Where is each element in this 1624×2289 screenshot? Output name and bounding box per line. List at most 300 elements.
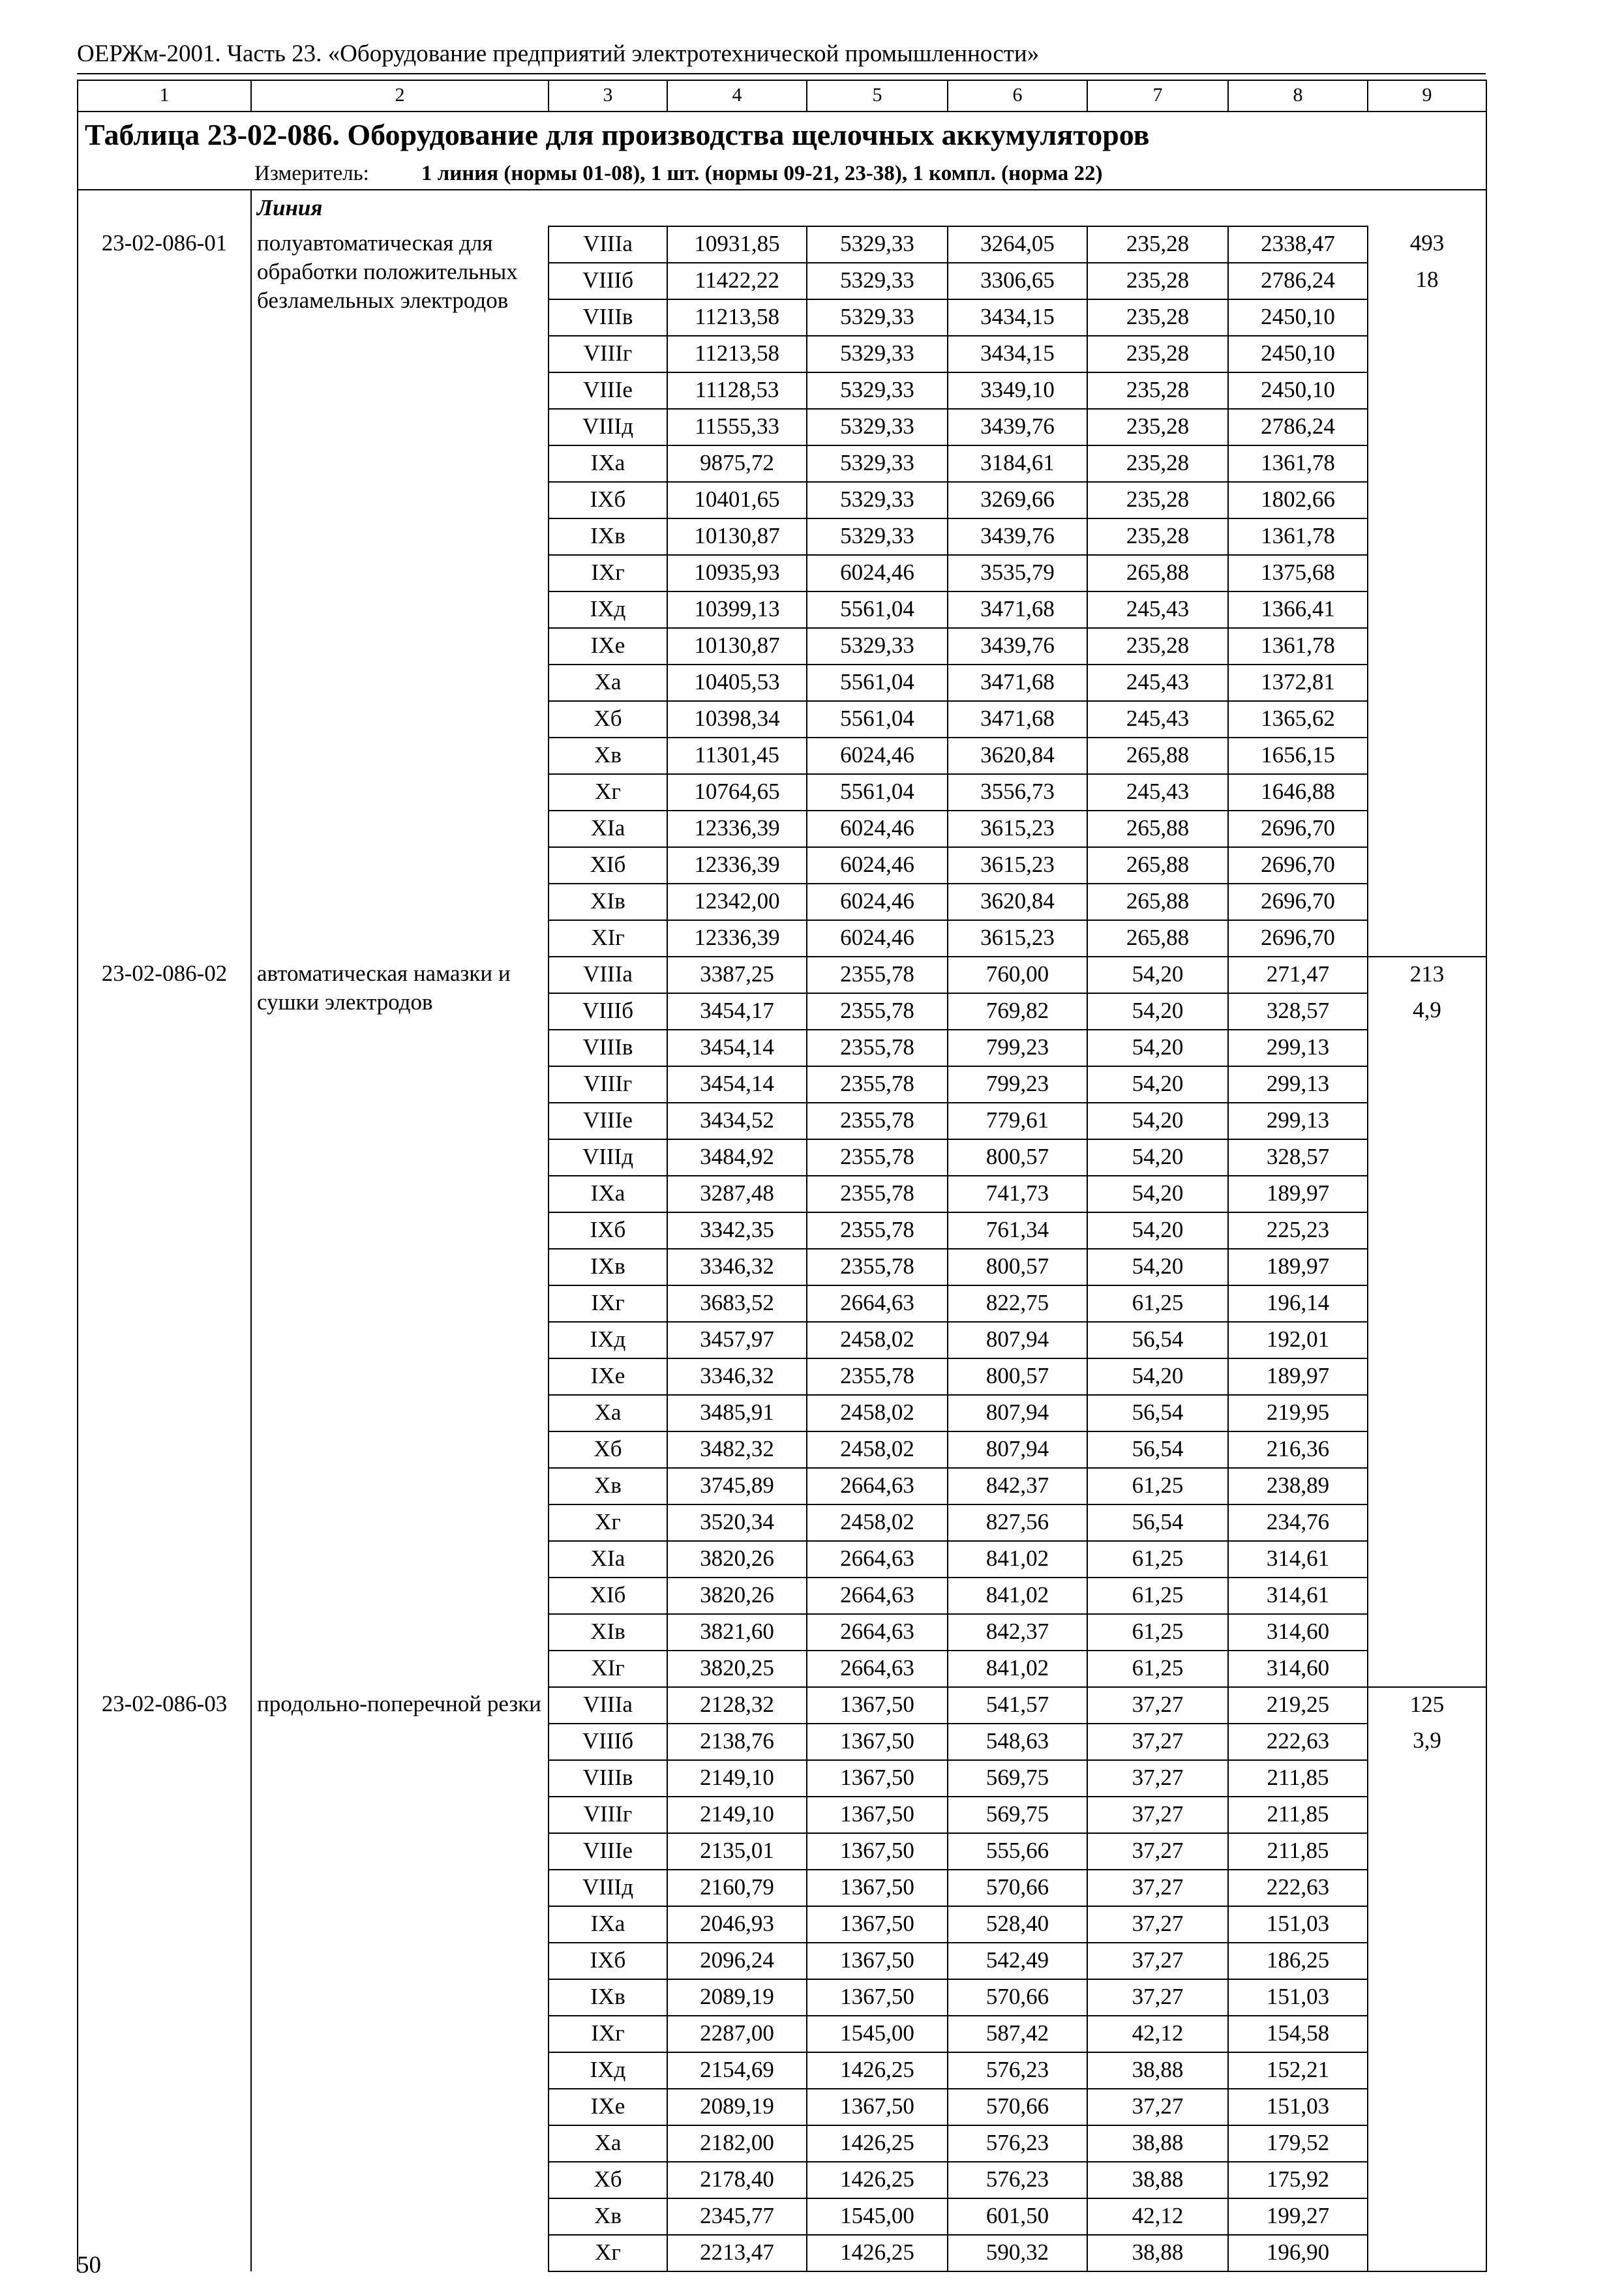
total-cost-cell: 3346,32 bbox=[667, 1249, 807, 1285]
labor-cell bbox=[1368, 1212, 1486, 1249]
total-cost-cell: 10405,53 bbox=[667, 665, 807, 701]
total-cost-cell: 2128,32 bbox=[667, 1687, 807, 1724]
labor-cell bbox=[1368, 1066, 1486, 1103]
machines-cell: 570,66 bbox=[948, 1979, 1087, 2016]
materials-cell: 199,27 bbox=[1228, 2198, 1368, 2235]
materials-cell: 154,58 bbox=[1228, 2016, 1368, 2052]
total-cost-cell: 11555,33 bbox=[667, 409, 807, 445]
labor-cell bbox=[1368, 1030, 1486, 1066]
materials-cell: 2450,10 bbox=[1228, 299, 1368, 336]
driver-wages-cell: 56,54 bbox=[1087, 1504, 1228, 1541]
total-cost-cell: 3457,97 bbox=[667, 1322, 807, 1358]
driver-wages-cell: 38,88 bbox=[1087, 2162, 1228, 2198]
driver-wages-cell: 42,12 bbox=[1087, 2198, 1228, 2235]
wages-cell: 1367,50 bbox=[807, 1797, 948, 1833]
labor-cell bbox=[1368, 1103, 1486, 1139]
wages-cell: 2355,78 bbox=[807, 1249, 948, 1285]
labor-cell bbox=[1368, 2235, 1486, 2271]
labor-cell bbox=[1368, 884, 1486, 920]
total-cost-cell: 3745,89 bbox=[667, 1468, 807, 1504]
materials-cell: 314,60 bbox=[1228, 1614, 1368, 1651]
wages-cell: 5329,33 bbox=[807, 263, 948, 299]
machines-cell: 807,94 bbox=[948, 1431, 1087, 1468]
zone-cell: IXe bbox=[549, 2089, 667, 2125]
driver-wages-cell: 37,27 bbox=[1087, 1943, 1228, 1979]
driver-wages-cell: 37,27 bbox=[1087, 1724, 1228, 1760]
header-rule bbox=[77, 73, 1486, 74]
driver-wages-cell: 61,25 bbox=[1087, 1614, 1228, 1651]
total-cost-cell: 2046,93 bbox=[667, 1906, 807, 1943]
zone-cell: XIa bbox=[549, 811, 667, 847]
zone-cell: Xa bbox=[549, 1395, 667, 1431]
wages-cell: 1367,50 bbox=[807, 1724, 948, 1760]
labor-cell bbox=[1368, 774, 1486, 811]
machines-cell: 542,49 bbox=[948, 1943, 1087, 1979]
labor-cell bbox=[1368, 2016, 1486, 2052]
driver-wages-cell: 37,27 bbox=[1087, 1906, 1228, 1943]
machines-cell: 3439,76 bbox=[948, 518, 1087, 555]
labor-cell bbox=[1368, 847, 1486, 884]
driver-wages-cell: 54,20 bbox=[1087, 1103, 1228, 1139]
title-row bbox=[78, 112, 1486, 158]
total-cost-cell: 10935,93 bbox=[667, 555, 807, 591]
driver-wages-cell: 235,28 bbox=[1087, 409, 1228, 445]
zone-cell: IXa bbox=[549, 1906, 667, 1943]
zone-cell: IXб bbox=[549, 1212, 667, 1249]
total-cost-cell: 3820,25 bbox=[667, 1651, 807, 1687]
zone-cell: IXд bbox=[549, 1322, 667, 1358]
machines-cell: 822,75 bbox=[948, 1285, 1087, 1322]
labor-cell bbox=[1368, 336, 1486, 372]
machines-cell: 799,23 bbox=[948, 1030, 1087, 1066]
wages-cell: 2664,63 bbox=[807, 1651, 948, 1687]
labor-cell: 3,9 bbox=[1368, 1724, 1486, 1760]
machines-cell: 800,57 bbox=[948, 1139, 1087, 1176]
driver-wages-cell: 61,25 bbox=[1087, 1651, 1228, 1687]
wages-cell: 1367,50 bbox=[807, 1687, 948, 1724]
wages-cell: 5329,33 bbox=[807, 226, 948, 263]
table-row bbox=[78, 957, 1486, 993]
total-cost-cell: 10764,65 bbox=[667, 774, 807, 811]
zone-cell: Xб bbox=[549, 1431, 667, 1468]
driver-wages-cell: 54,20 bbox=[1087, 957, 1228, 993]
zone-cell: Xг bbox=[549, 2235, 667, 2271]
driver-wages-cell: 235,28 bbox=[1087, 518, 1228, 555]
machines-cell: 3184,61 bbox=[948, 445, 1087, 482]
zone-cell: Xв bbox=[549, 738, 667, 774]
materials-cell: 1646,88 bbox=[1228, 774, 1368, 811]
total-cost-cell: 2213,47 bbox=[667, 2235, 807, 2271]
machines-cell: 587,42 bbox=[948, 2016, 1087, 2052]
column-number: 3 bbox=[549, 80, 667, 112]
materials-cell: 328,57 bbox=[1228, 993, 1368, 1030]
labor-cell bbox=[1368, 1541, 1486, 1578]
driver-wages-cell: 56,54 bbox=[1087, 1322, 1228, 1358]
total-cost-cell: 3820,26 bbox=[667, 1578, 807, 1614]
machines-cell: 761,34 bbox=[948, 1212, 1087, 1249]
zone-cell: VIIIв bbox=[549, 1760, 667, 1797]
wages-cell: 6024,46 bbox=[807, 884, 948, 920]
labor-cell bbox=[1368, 482, 1486, 518]
labor-cell bbox=[1368, 1285, 1486, 1322]
driver-wages-cell: 245,43 bbox=[1087, 591, 1228, 628]
driver-wages-cell: 61,25 bbox=[1087, 1285, 1228, 1322]
labor-cell bbox=[1368, 591, 1486, 628]
labor-cell bbox=[1368, 2162, 1486, 2198]
running-header: ОЕРЖм-2001. Часть 23. «Оборудование предприятий электротехнической промышленности» bbox=[77, 40, 1040, 67]
driver-wages-cell: 54,20 bbox=[1087, 1030, 1228, 1066]
materials-cell: 196,90 bbox=[1228, 2235, 1368, 2271]
labor-cell bbox=[1368, 1943, 1486, 1979]
table-title: Таблица 23-02-086. Оборудование для производства щелочных аккумуляторов bbox=[78, 112, 1486, 158]
driver-wages-cell: 37,27 bbox=[1087, 1979, 1228, 2016]
wages-cell: 2355,78 bbox=[807, 1139, 948, 1176]
machines-cell: 3471,68 bbox=[948, 591, 1087, 628]
labor-cell: 18 bbox=[1368, 263, 1486, 299]
machines-cell: 555,66 bbox=[948, 1833, 1087, 1870]
labor-cell bbox=[1368, 1468, 1486, 1504]
materials-cell: 314,60 bbox=[1228, 1651, 1368, 1687]
wages-cell: 1426,25 bbox=[807, 2235, 948, 2271]
driver-wages-cell: 37,27 bbox=[1087, 1797, 1228, 1833]
driver-wages-cell: 235,28 bbox=[1087, 372, 1228, 409]
machines-cell: 576,23 bbox=[948, 2125, 1087, 2162]
wages-cell: 5329,33 bbox=[807, 409, 948, 445]
wages-cell: 5561,04 bbox=[807, 701, 948, 738]
machines-cell: 841,02 bbox=[948, 1578, 1087, 1614]
machines-cell: 570,66 bbox=[948, 1870, 1087, 1906]
total-cost-cell: 11301,45 bbox=[667, 738, 807, 774]
wages-cell: 2664,63 bbox=[807, 1285, 948, 1322]
driver-wages-cell: 54,20 bbox=[1087, 993, 1228, 1030]
labor-cell bbox=[1368, 1979, 1486, 2016]
group-blank-cell bbox=[78, 190, 251, 226]
zone-cell: VIIIa bbox=[549, 957, 667, 993]
zone-cell: IXг bbox=[549, 555, 667, 591]
total-cost-cell: 3346,32 bbox=[667, 1358, 807, 1395]
total-cost-cell: 2182,00 bbox=[667, 2125, 807, 2162]
wages-cell: 2664,63 bbox=[807, 1614, 948, 1651]
wages-cell: 1426,25 bbox=[807, 2052, 948, 2089]
zone-cell: Xв bbox=[549, 1468, 667, 1504]
driver-wages-cell: 265,88 bbox=[1087, 847, 1228, 884]
driver-wages-cell: 265,88 bbox=[1087, 920, 1228, 957]
materials-cell: 189,97 bbox=[1228, 1249, 1368, 1285]
total-cost-cell: 3484,92 bbox=[667, 1139, 807, 1176]
meter-label: Измеритель: bbox=[254, 162, 369, 185]
total-cost-cell: 3821,60 bbox=[667, 1614, 807, 1651]
materials-cell: 1361,78 bbox=[1228, 445, 1368, 482]
total-cost-cell: 2089,19 bbox=[667, 1979, 807, 2016]
wages-cell: 5329,33 bbox=[807, 445, 948, 482]
machines-cell: 3439,76 bbox=[948, 409, 1087, 445]
wages-cell: 2664,63 bbox=[807, 1468, 948, 1504]
materials-cell: 152,21 bbox=[1228, 2052, 1368, 2089]
driver-wages-cell: 245,43 bbox=[1087, 665, 1228, 701]
zone-cell: IXв bbox=[549, 518, 667, 555]
wages-cell: 2458,02 bbox=[807, 1395, 948, 1431]
materials-cell: 2786,24 bbox=[1228, 409, 1368, 445]
wages-cell: 1426,25 bbox=[807, 2162, 948, 2198]
wages-cell: 1545,00 bbox=[807, 2016, 948, 2052]
materials-cell: 328,57 bbox=[1228, 1139, 1368, 1176]
labor-cell bbox=[1368, 1431, 1486, 1468]
machines-cell: 3306,65 bbox=[948, 263, 1087, 299]
machines-cell: 841,02 bbox=[948, 1541, 1087, 1578]
total-cost-cell: 12342,00 bbox=[667, 884, 807, 920]
labor-cell bbox=[1368, 1870, 1486, 1906]
wages-cell: 1367,50 bbox=[807, 1943, 948, 1979]
total-cost-cell: 9875,72 bbox=[667, 445, 807, 482]
total-cost-cell: 2138,76 bbox=[667, 1724, 807, 1760]
total-cost-cell: 3342,35 bbox=[667, 1212, 807, 1249]
materials-cell: 179,52 bbox=[1228, 2125, 1368, 2162]
norms-table bbox=[77, 80, 1487, 2272]
machines-cell: 3434,15 bbox=[948, 299, 1087, 336]
materials-cell: 151,03 bbox=[1228, 2089, 1368, 2125]
labor-cell bbox=[1368, 1176, 1486, 1212]
machines-cell: 779,61 bbox=[948, 1103, 1087, 1139]
labor-cell: 4,9 bbox=[1368, 993, 1486, 1030]
wages-cell: 6024,46 bbox=[807, 811, 948, 847]
labor-cell bbox=[1368, 738, 1486, 774]
machines-cell: 570,66 bbox=[948, 2089, 1087, 2125]
materials-cell: 1361,78 bbox=[1228, 628, 1368, 665]
labor-cell bbox=[1368, 920, 1486, 957]
labor-cell bbox=[1368, 445, 1486, 482]
labor-cell bbox=[1368, 555, 1486, 591]
machines-cell: 3471,68 bbox=[948, 665, 1087, 701]
total-cost-cell: 3287,48 bbox=[667, 1176, 807, 1212]
total-cost-cell: 3454,14 bbox=[667, 1066, 807, 1103]
labor-cell bbox=[1368, 1614, 1486, 1651]
norm-code: 23-02-086-03 bbox=[78, 1687, 251, 2271]
table-row bbox=[78, 1687, 1486, 1724]
zone-cell: Xa bbox=[549, 665, 667, 701]
driver-wages-cell: 38,88 bbox=[1087, 2052, 1228, 2089]
driver-wages-cell: 54,20 bbox=[1087, 1358, 1228, 1395]
total-cost-cell: 10398,34 bbox=[667, 701, 807, 738]
column-number: 6 bbox=[948, 80, 1087, 112]
total-cost-cell: 12336,39 bbox=[667, 847, 807, 884]
machines-cell: 3439,76 bbox=[948, 628, 1087, 665]
driver-wages-cell: 42,12 bbox=[1087, 2016, 1228, 2052]
materials-cell: 2450,10 bbox=[1228, 336, 1368, 372]
total-cost-cell: 10130,87 bbox=[667, 518, 807, 555]
zone-cell: VIIIб bbox=[549, 1724, 667, 1760]
labor-cell bbox=[1368, 2052, 1486, 2089]
zone-cell: IXв bbox=[549, 1979, 667, 2016]
zone-cell: IXб bbox=[549, 1943, 667, 1979]
machines-cell: 807,94 bbox=[948, 1322, 1087, 1358]
zone-cell: XIб bbox=[549, 1578, 667, 1614]
wages-cell: 2355,78 bbox=[807, 1358, 948, 1395]
materials-cell: 2338,47 bbox=[1228, 226, 1368, 263]
machines-cell: 3349,10 bbox=[948, 372, 1087, 409]
machines-cell: 842,37 bbox=[948, 1614, 1087, 1651]
wages-cell: 5329,33 bbox=[807, 482, 948, 518]
norm-code: 23-02-086-02 bbox=[78, 957, 251, 1687]
labor-cell bbox=[1368, 1358, 1486, 1395]
total-cost-cell: 3683,52 bbox=[667, 1285, 807, 1322]
driver-wages-cell: 37,27 bbox=[1087, 1870, 1228, 1906]
total-cost-cell: 2178,40 bbox=[667, 2162, 807, 2198]
labor-cell bbox=[1368, 665, 1486, 701]
driver-wages-cell: 265,88 bbox=[1087, 555, 1228, 591]
wages-cell: 2355,78 bbox=[807, 1176, 948, 1212]
total-cost-cell: 2089,19 bbox=[667, 2089, 807, 2125]
labor-cell bbox=[1368, 1651, 1486, 1687]
driver-wages-cell: 235,28 bbox=[1087, 482, 1228, 518]
wages-cell: 2355,78 bbox=[807, 1103, 948, 1139]
driver-wages-cell: 38,88 bbox=[1087, 2235, 1228, 2271]
zone-cell: VIIIe bbox=[549, 372, 667, 409]
wages-cell: 2458,02 bbox=[807, 1504, 948, 1541]
zone-cell: VIIIд bbox=[549, 409, 667, 445]
driver-wages-cell: 245,43 bbox=[1087, 701, 1228, 738]
total-cost-cell: 2149,10 bbox=[667, 1797, 807, 1833]
materials-cell: 151,03 bbox=[1228, 1906, 1368, 1943]
driver-wages-cell: 61,25 bbox=[1087, 1578, 1228, 1614]
total-cost-cell: 3482,32 bbox=[667, 1431, 807, 1468]
wages-cell: 2355,78 bbox=[807, 993, 948, 1030]
labor-cell bbox=[1368, 2125, 1486, 2162]
total-cost-cell: 12336,39 bbox=[667, 811, 807, 847]
total-cost-cell: 11213,58 bbox=[667, 299, 807, 336]
materials-cell: 186,25 bbox=[1228, 1943, 1368, 1979]
machines-cell: 3620,84 bbox=[948, 884, 1087, 920]
wages-cell: 2355,78 bbox=[807, 1066, 948, 1103]
materials-cell: 299,13 bbox=[1228, 1103, 1368, 1139]
driver-wages-cell: 56,54 bbox=[1087, 1431, 1228, 1468]
driver-wages-cell: 37,27 bbox=[1087, 1833, 1228, 1870]
zone-cell: Xб bbox=[549, 2162, 667, 2198]
machines-cell: 3264,05 bbox=[948, 226, 1087, 263]
materials-cell: 175,92 bbox=[1228, 2162, 1368, 2198]
total-cost-cell: 3454,14 bbox=[667, 1030, 807, 1066]
driver-wages-cell: 235,28 bbox=[1087, 445, 1228, 482]
materials-cell: 1372,81 bbox=[1228, 665, 1368, 701]
total-cost-cell: 11422,22 bbox=[667, 263, 807, 299]
zone-cell: VIIIг bbox=[549, 1066, 667, 1103]
wages-cell: 5561,04 bbox=[807, 665, 948, 701]
machines-cell: 827,56 bbox=[948, 1504, 1087, 1541]
machines-cell: 3615,23 bbox=[948, 811, 1087, 847]
group-label: Линия bbox=[251, 190, 1486, 226]
total-cost-cell: 2345,77 bbox=[667, 2198, 807, 2235]
total-cost-cell: 2096,24 bbox=[667, 1943, 807, 1979]
labor-cell bbox=[1368, 299, 1486, 336]
total-cost-cell: 3387,25 bbox=[667, 957, 807, 993]
machines-cell: 769,82 bbox=[948, 993, 1087, 1030]
zone-cell: XIa bbox=[549, 1541, 667, 1578]
materials-cell: 299,13 bbox=[1228, 1030, 1368, 1066]
total-cost-cell: 3434,52 bbox=[667, 1103, 807, 1139]
total-cost-cell: 3485,91 bbox=[667, 1395, 807, 1431]
total-cost-cell: 3454,17 bbox=[667, 993, 807, 1030]
driver-wages-cell: 235,28 bbox=[1087, 628, 1228, 665]
column-number: 1 bbox=[78, 80, 251, 112]
wages-cell: 1545,00 bbox=[807, 2198, 948, 2235]
driver-wages-cell: 235,28 bbox=[1087, 263, 1228, 299]
column-number: 2 bbox=[251, 80, 549, 112]
materials-cell: 234,76 bbox=[1228, 1504, 1368, 1541]
materials-cell: 219,95 bbox=[1228, 1395, 1368, 1431]
machines-cell: 3615,23 bbox=[948, 847, 1087, 884]
zone-cell: XIг bbox=[549, 1651, 667, 1687]
total-cost-cell: 3820,26 bbox=[667, 1541, 807, 1578]
wages-cell: 1367,50 bbox=[807, 2089, 948, 2125]
wages-cell: 5561,04 bbox=[807, 591, 948, 628]
machines-cell: 576,23 bbox=[948, 2052, 1087, 2089]
machines-cell: 841,02 bbox=[948, 1651, 1087, 1687]
zone-cell: XIв bbox=[549, 1614, 667, 1651]
wages-cell: 2458,02 bbox=[807, 1431, 948, 1468]
driver-wages-cell: 235,28 bbox=[1087, 299, 1228, 336]
wages-cell: 1426,25 bbox=[807, 2125, 948, 2162]
zone-cell: VIIIв bbox=[549, 1030, 667, 1066]
wages-cell: 6024,46 bbox=[807, 847, 948, 884]
zone-cell: VIIIв bbox=[549, 299, 667, 336]
wages-cell: 6024,46 bbox=[807, 920, 948, 957]
total-cost-cell: 11128,53 bbox=[667, 372, 807, 409]
wages-cell: 5329,33 bbox=[807, 336, 948, 372]
driver-wages-cell: 38,88 bbox=[1087, 2125, 1228, 2162]
materials-cell: 2696,70 bbox=[1228, 920, 1368, 957]
driver-wages-cell: 235,28 bbox=[1087, 336, 1228, 372]
machines-cell: 569,75 bbox=[948, 1797, 1087, 1833]
wages-cell: 1367,50 bbox=[807, 1760, 948, 1797]
total-cost-cell: 12336,39 bbox=[667, 920, 807, 957]
materials-cell: 1365,62 bbox=[1228, 701, 1368, 738]
total-cost-cell: 2160,79 bbox=[667, 1870, 807, 1906]
meter-value: 1 линия (нормы 01-08), 1 шт. (нормы 09-21, 23-38), 1 компл. (норма 22) bbox=[421, 162, 1103, 185]
wages-cell: 5329,33 bbox=[807, 628, 948, 665]
driver-wages-cell: 54,20 bbox=[1087, 1212, 1228, 1249]
machines-cell: 800,57 bbox=[948, 1358, 1087, 1395]
machines-cell: 601,50 bbox=[948, 2198, 1087, 2235]
wages-cell: 2355,78 bbox=[807, 1212, 948, 1249]
labor-cell bbox=[1368, 811, 1486, 847]
group-row bbox=[78, 190, 1486, 226]
machines-cell: 760,00 bbox=[948, 957, 1087, 993]
zone-cell: VIIIг bbox=[549, 1797, 667, 1833]
labor-cell bbox=[1368, 701, 1486, 738]
machines-cell: 528,40 bbox=[948, 1906, 1087, 1943]
materials-cell: 314,61 bbox=[1228, 1578, 1368, 1614]
norm-description: автоматическая намазки и сушки электродов bbox=[251, 957, 549, 1687]
driver-wages-cell: 235,28 bbox=[1087, 226, 1228, 263]
column-number: 4 bbox=[667, 80, 807, 112]
total-cost-cell: 2154,69 bbox=[667, 2052, 807, 2089]
labor-cell bbox=[1368, 1760, 1486, 1797]
column-number: 5 bbox=[807, 80, 948, 112]
zone-cell: VIIIд bbox=[549, 1139, 667, 1176]
materials-cell: 189,97 bbox=[1228, 1176, 1368, 1212]
wages-cell: 5329,33 bbox=[807, 299, 948, 336]
column-number: 7 bbox=[1087, 80, 1228, 112]
driver-wages-cell: 265,88 bbox=[1087, 811, 1228, 847]
machines-cell: 3615,23 bbox=[948, 920, 1087, 957]
zone-cell: IXд bbox=[549, 2052, 667, 2089]
wages-cell: 2664,63 bbox=[807, 1578, 948, 1614]
labor-cell bbox=[1368, 2089, 1486, 2125]
driver-wages-cell: 54,20 bbox=[1087, 1176, 1228, 1212]
labor-cell bbox=[1368, 1504, 1486, 1541]
driver-wages-cell: 37,27 bbox=[1087, 1687, 1228, 1724]
materials-cell: 1656,15 bbox=[1228, 738, 1368, 774]
total-cost-cell: 2149,10 bbox=[667, 1760, 807, 1797]
